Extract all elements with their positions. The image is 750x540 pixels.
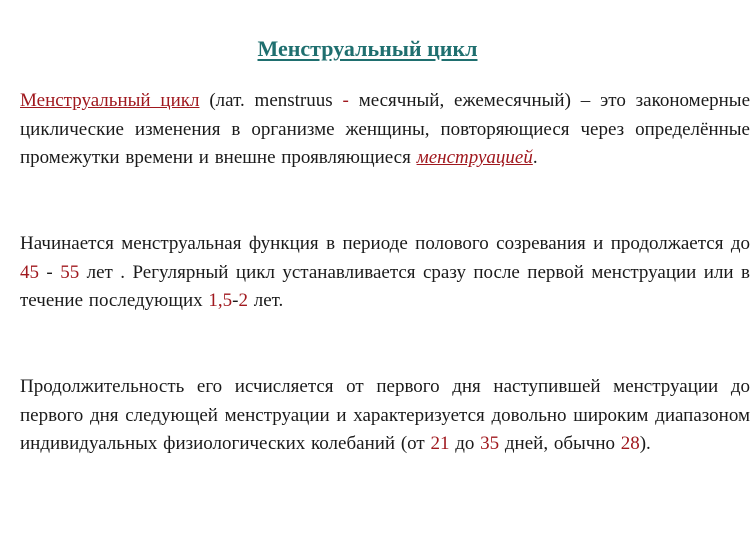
onset-text-a: Начинается менструальная функция в периоде полового созревания и продолжается до — [20, 233, 750, 254]
onset-text-b: - — [39, 261, 61, 283]
menstruation-link-term: менструацией — [416, 147, 533, 169]
days-typical-number: 28 — [620, 433, 640, 455]
days-max-number: 35 — [480, 433, 500, 455]
slide-title: Менструальный цикл — [257, 36, 478, 61]
definition-body-text: – это закономерные циклические изменения в организме женщины, повторяющиеся через определённые промежутки времени и внешне проявляющиеся — [20, 90, 750, 169]
years-max-number: 2 — [238, 290, 248, 312]
age-end-number: 55 — [60, 261, 80, 283]
duration-text-a: Продолжительность его исчисляется от первого дня наступившей менструации до первого дня следующей менструации и характеризуется довольно широким диапазоном индивидуальных физиологических колебаний (от — [20, 376, 750, 455]
age-start-number: 45 — [20, 261, 39, 283]
definition-end: . — [532, 147, 538, 169]
onset-text-d: - — [232, 290, 239, 312]
duration-text-d: ). — [639, 433, 651, 455]
duration-paragraph — [20, 373, 750, 459]
defined-term: Менструальный цикл — [20, 90, 200, 111]
duration-text-b: до — [449, 433, 481, 455]
duration-text-c: дней, обычно — [499, 433, 621, 455]
years-min-number: 1,5 — [208, 290, 233, 312]
onset-text-c: лет . Регулярный цикл устанавливается сразу после первой менструации или в течение последующих — [20, 261, 750, 312]
latin-meaning-text: месячный, ежемесячный) — [348, 90, 571, 111]
onset-text-e: лет. — [248, 290, 284, 312]
latin-origin-text: (лат. menstruus — [199, 90, 343, 111]
latin-dash: - — [342, 90, 349, 111]
onset-paragraph — [20, 230, 750, 316]
days-min-number: 21 — [430, 433, 450, 455]
definition-paragraph — [20, 87, 750, 173]
